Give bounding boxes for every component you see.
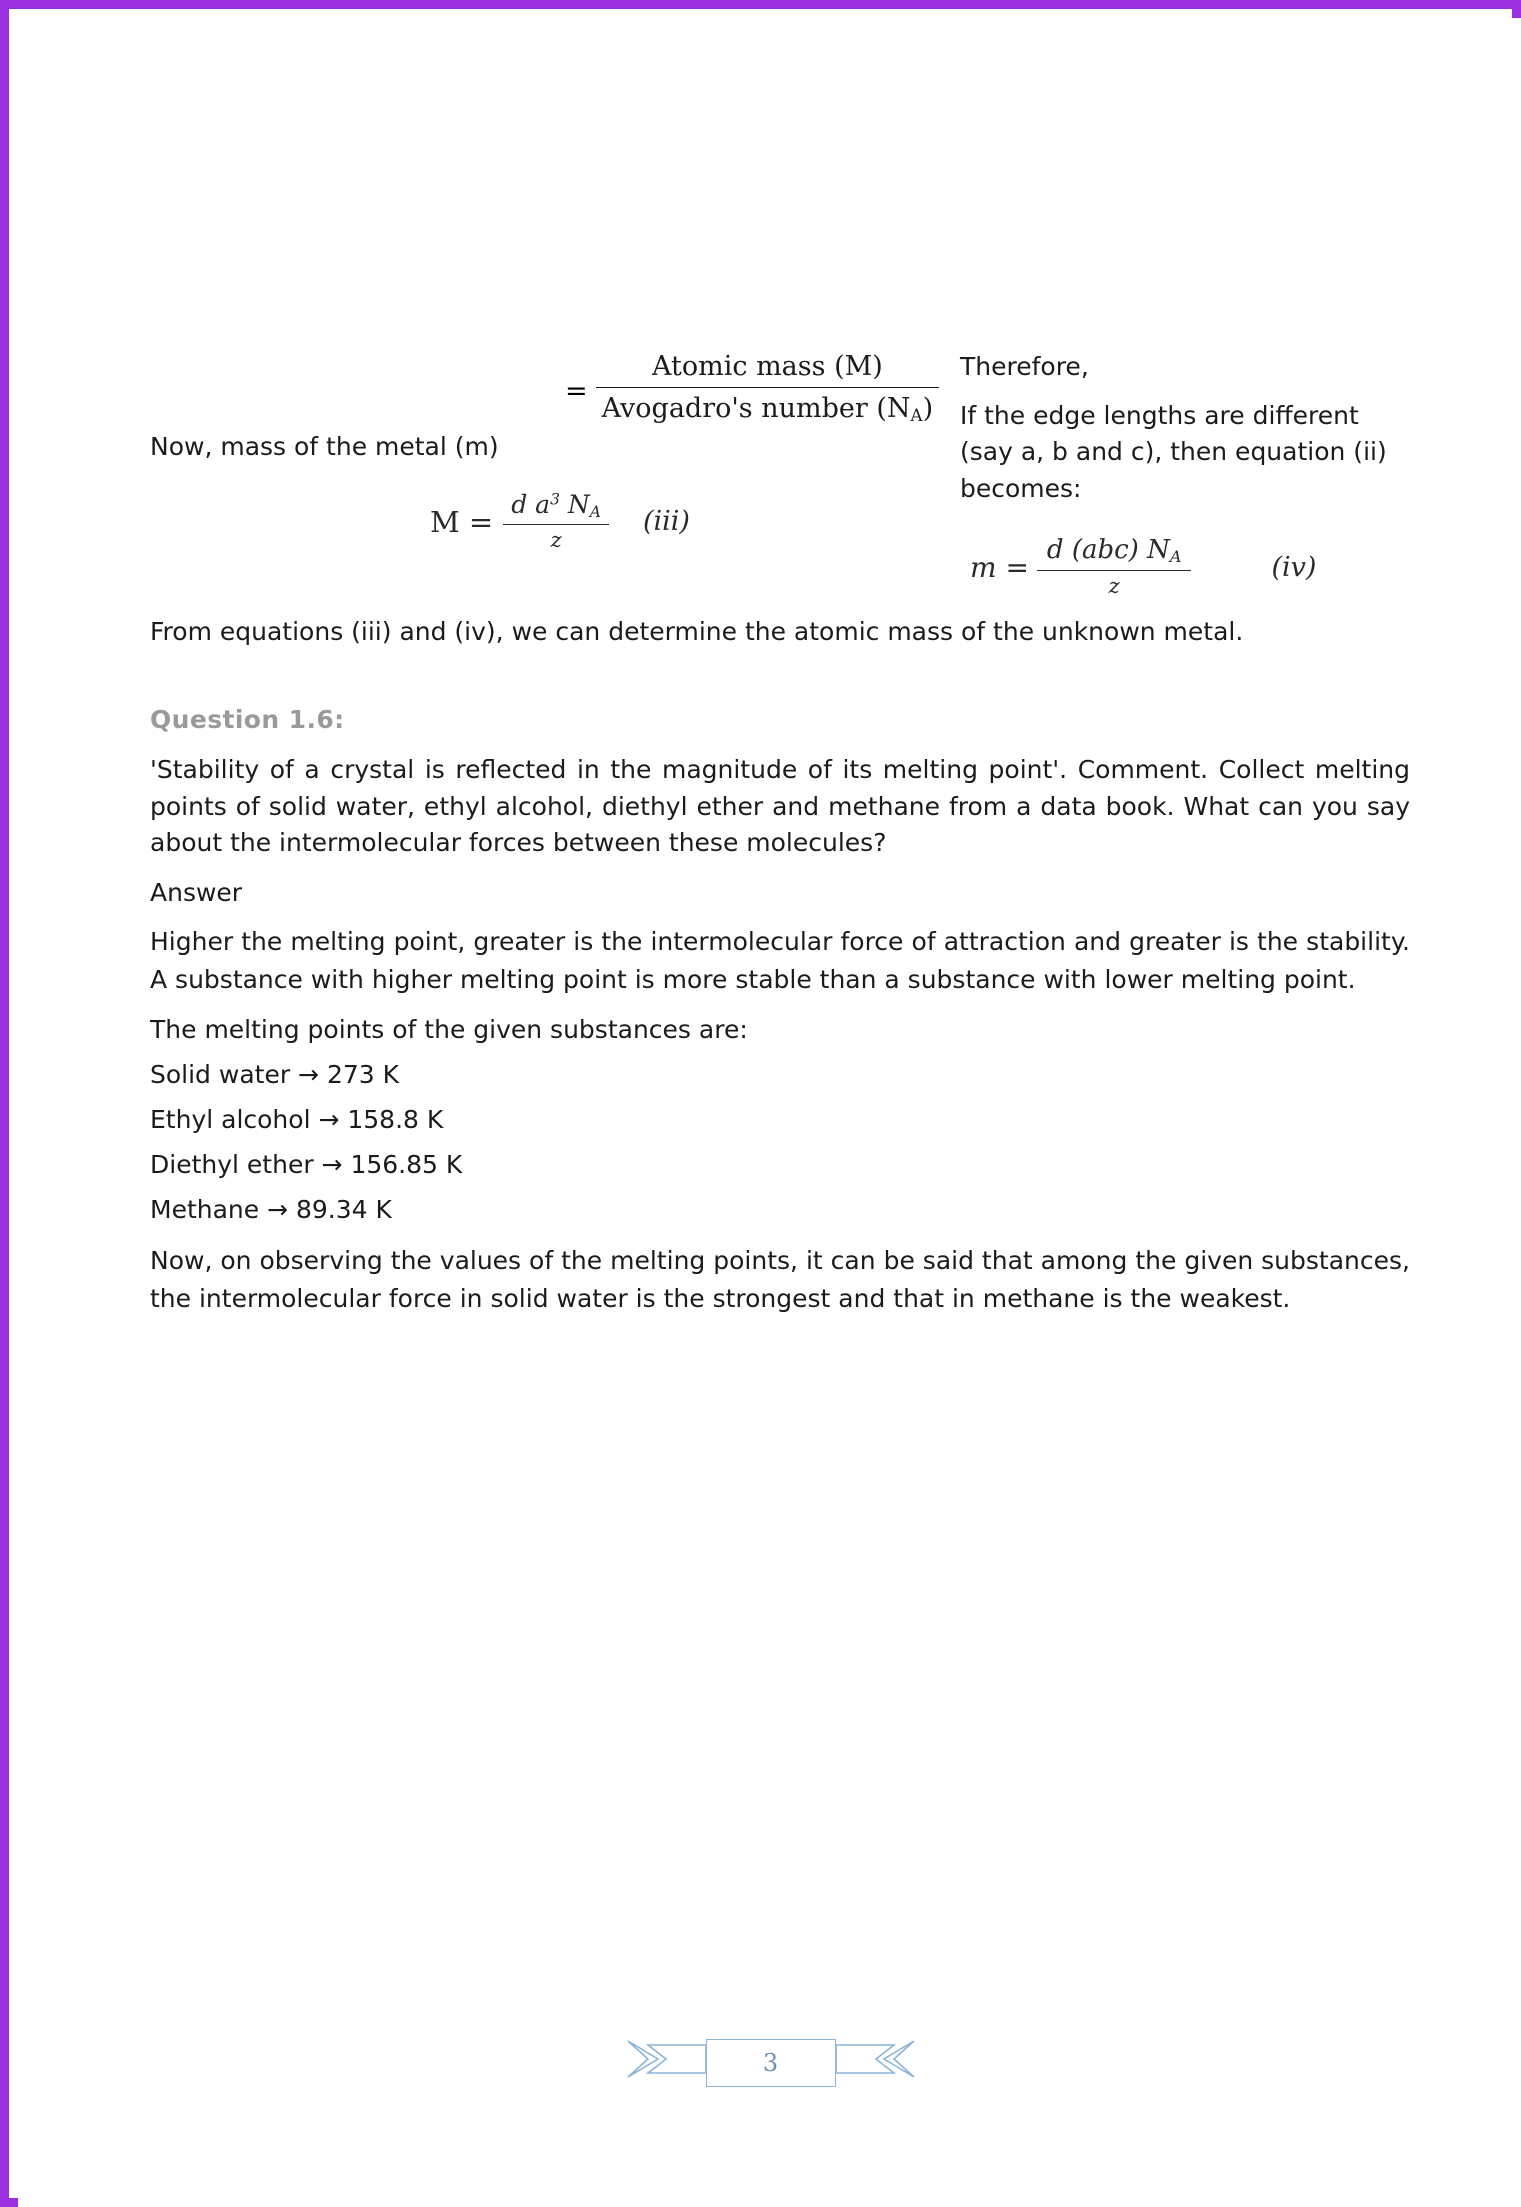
document-content (150, 349, 1410, 1318)
edge-length-note: If the edge lengths are different (say a, b and c), then equation (ii) becomes: (960, 400, 1387, 503)
answer-label: Answer (150, 877, 243, 907)
page-canvas (18, 18, 1521, 2207)
equation-iv-denominator: z (1037, 570, 1192, 600)
list-item: Diethyl ether → 156.85 K (150, 1149, 463, 1179)
melting-points-intro: The melting points of the given substances are: (150, 1014, 748, 1044)
equation-iv (970, 534, 1316, 600)
closing-paragraph: Now, on observing the values of the melting points, it can be said that among the given substances, the intermolecular force in solid water is the strongest and that in methane is the weakest. (150, 1245, 1410, 1313)
from-equations-text: From equations (iii) and (iv), we can determine the atomic mass of the unknown metal. (150, 617, 1244, 646)
ribbon-graphic (626, 2019, 916, 2099)
list-item: Solid water → 273 K (150, 1059, 399, 1089)
equation-iii-numerator: d $a^3$ $N_A$ (511, 490, 601, 521)
answer-paragraph: Higher the melting point, greater is the intermolecular force of attraction and greater is the stability. A substance with higher melting point is more stable than a substance with lower melting point. (150, 926, 1410, 994)
fraction-denominator: Avogadro's number $(N_A)$ (596, 387, 940, 427)
list-item: Methane → 89.34 K (150, 1194, 392, 1224)
equals-sign: = (565, 375, 588, 407)
list-item: Ethyl alcohol → 158.8 K (150, 1104, 444, 1134)
equation-iv-numerator: d (abc) $N_A$ (1046, 535, 1182, 567)
fraction-numerator: Atomic mass (M) (652, 351, 883, 382)
atomic-mass-fraction (565, 349, 945, 428)
avogadro-subscript: A (910, 405, 923, 426)
page-footer (19, 2004, 1521, 2114)
equation-iv-lhs: m = (970, 550, 1029, 584)
equation-iii (430, 489, 690, 554)
mass-of-metal-label: Now, mass of the metal (m) (150, 432, 499, 461)
equation-iii-lhs: M = (430, 504, 494, 539)
therefore-label: Therefore, (960, 352, 1089, 381)
question-heading: Question 1.6: (150, 705, 345, 734)
equation-iii-denominator: z (503, 524, 609, 554)
page-number: 3 (706, 2039, 836, 2087)
equation-iv-label: (iv) (1271, 551, 1317, 583)
derivation-block (150, 349, 1410, 649)
equation-iii-label: (iii) (642, 506, 690, 538)
right-column-text (960, 349, 1410, 507)
question-text: 'Stability of a crystal is reflected in the magnitude of its melting point'. Comment. Collect melting points of solid water, ethyl alcohol, diethyl ether and methane from a data book. What can you say about the intermolecular forces between these molecules? (150, 755, 1410, 857)
